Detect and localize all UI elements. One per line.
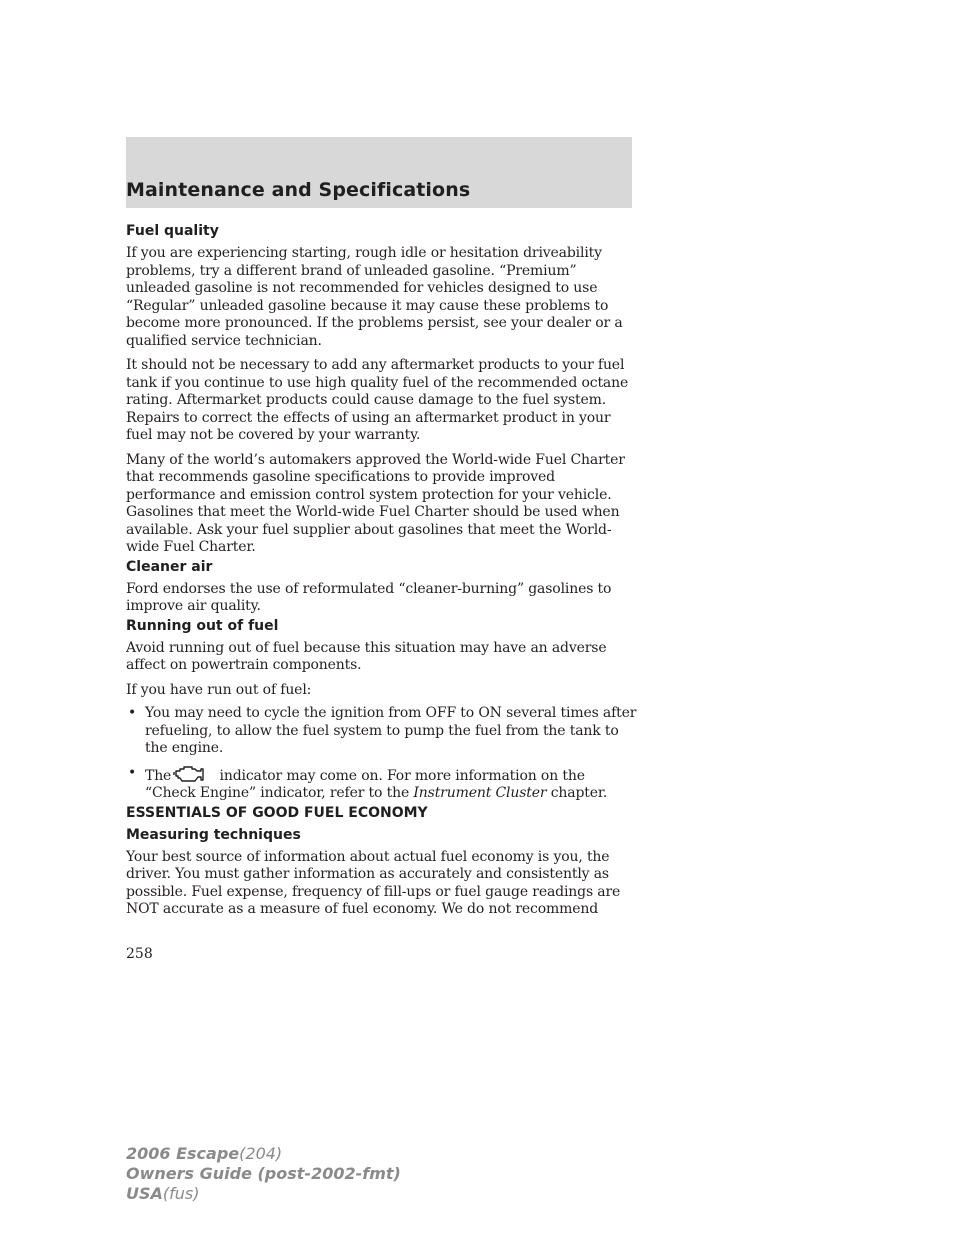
check-engine-icon: [171, 765, 215, 783]
footer-guide: Owners Guide (post-2002-fmt): [126, 1164, 401, 1183]
bullet-text-mid: indicator may come on. For more information on the “Check Engine” indicator, refer to the: [145, 767, 585, 801]
list-item: [126, 705, 638, 758]
paragraph: If you have run out of fuel:: [126, 681, 312, 698]
paragraph: Your best source of information about actual fuel economy is you, the driver. You must gather information as accurately and consistently as possible. Fuel expense, frequency of fill-ups or fuel gauge readings are NOT accurate as a measure of fuel economy. We do not recommend: [126, 848, 621, 917]
bullet-text-post: chapter.: [550, 785, 608, 801]
page-title: Maintenance and Specifications: [126, 179, 471, 201]
heading-cleaner-air: Cleaner air: [126, 558, 213, 575]
footer-model: 2006 Escape: [126, 1144, 240, 1163]
footer-market: USA: [126, 1184, 163, 1203]
footer-model-code: (204): [239, 1144, 283, 1163]
heading-essentials: ESSENTIALS OF GOOD FUEL ECONOMY: [126, 804, 428, 821]
bullet-icon: •: [128, 705, 137, 721]
paragraph: It should not be necessary to add any aftermarket products to your fuel tank if you continue to use high quality fuel of the recommended octane rating. Aftermarket products could cause damage to the fuel system. Repairs to correct the effects of using an aftermarket product in your fuel may not be covered by your warranty.: [126, 357, 629, 443]
list-item: [126, 765, 638, 803]
footer: [126, 1144, 401, 1204]
chapter-reference: Instrument Cluster: [413, 785, 547, 801]
heading-measuring-techniques: Measuring techniques: [126, 826, 301, 843]
footer-market-code: (fus): [162, 1184, 200, 1203]
paragraph: Many of the world’s automakers approved the World-wide Fuel Charter that recommends gasoline specifications to provide improved performance and emission control system protection for your vehicle. Gasolines that meet the World-wide Fuel Charter should be used when available. Ask your fuel supplier about gasolines that meet the World-wide Fuel Charter.: [126, 451, 625, 555]
main-content: [126, 221, 638, 919]
paragraph: Avoid running out of fuel because this situation may have an adverse affect on powertrain components.: [126, 639, 607, 673]
paragraph: Ford endorses the use of reformulated “cleaner-burning” gasolines to improve air quality.: [126, 580, 612, 614]
bullet-icon: •: [128, 764, 137, 781]
page-number: 258: [126, 946, 153, 962]
bullet-list: [126, 705, 638, 803]
heading-running-out-of-fuel: Running out of fuel: [126, 617, 279, 634]
bullet-text-pre: The: [145, 767, 172, 784]
bullet-text: You may need to cycle the ignition from OFF to ON several times after refueling, to allow the fuel system to pump the fuel from the tank to the engine.: [145, 705, 637, 756]
paragraph: If you are experiencing starting, rough idle or hesitation driveability problems, try a different brand of unleaded gasoline. “Premium” unleaded gasoline is not recommended for vehicles designed to use “Regular” unleaded gasoline because it may cause these problems to become more pronounced. If the problems persist, see your dealer or a qualified service technician.: [126, 245, 623, 349]
heading-fuel-quality: Fuel quality: [126, 223, 219, 239]
